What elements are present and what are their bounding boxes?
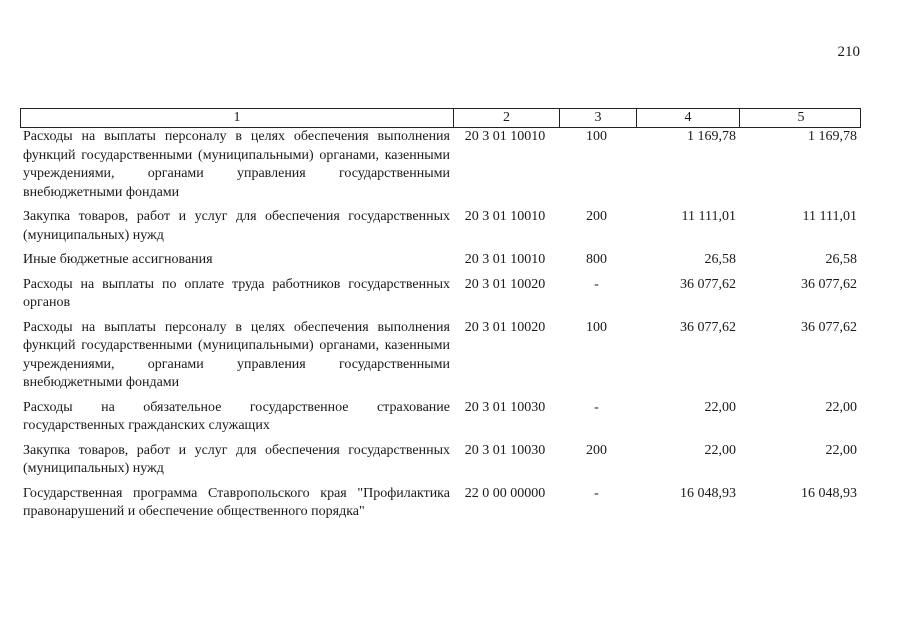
header-col-2: 2 (453, 109, 559, 127)
row-name: Государственная программа Ставропольского края "Профилактика правонарушений и обеспечение общественного порядка" (23, 485, 450, 519)
row-amount-col4: 11 111,01 (681, 209, 736, 224)
header-col-3: 3 (559, 109, 636, 127)
table-row (20, 128, 861, 202)
table-row (20, 442, 861, 479)
row-amount-col5: 36 077,62 (801, 276, 857, 292)
row-code: 20 3 01 10010 (464, 252, 546, 267)
row-amount-col5: 22,00 (825, 442, 857, 458)
table-row (20, 319, 861, 393)
row-name: Расходы на обязательное государственное страхование государственных гражданских служащих (23, 399, 450, 433)
header-col-1: 1 (233, 110, 241, 125)
table-row (20, 208, 861, 245)
row-code: 20 3 01 10030 (464, 399, 546, 415)
row-amount-col4: 26,58 (704, 252, 736, 267)
row-amount-col4: 1 169,78 (687, 129, 736, 144)
row-name: Расходы на выплаты персоналу в целях обеспечения выполнения функций государственными (муниципальными) органами, казенными учреждениями, органами управления государственными внебюджетными фондами (23, 319, 450, 390)
row-name: Расходы на выплаты персоналу в целях обеспечения выполнения функций государственными (муниципальными) органами, казенными учреждениями, органами управления государственными внебюджетными фондами (23, 129, 450, 200)
row-amount-col4: 16 048,93 (680, 485, 736, 501)
table-body (20, 128, 861, 522)
row-amount-col4: 22,00 (704, 442, 736, 458)
row-code: 20 3 01 10020 (464, 319, 546, 335)
row-expense-type: 100 (586, 129, 607, 144)
row-amount-col5: 26,58 (825, 252, 857, 267)
header-col-4: 4 (636, 109, 739, 127)
table-row (20, 251, 861, 270)
row-amount-col5: 11 111,01 (802, 209, 857, 224)
row-amount-col5: 16 048,93 (801, 485, 857, 501)
row-name: Расходы на выплаты по оплате труда работников государственных органов (23, 276, 450, 310)
row-code: 20 3 01 10010 (464, 209, 546, 224)
row-expense-type: 100 (586, 319, 607, 335)
row-code: 20 3 01 10030 (464, 442, 546, 458)
row-expense-type: 200 (586, 442, 607, 458)
row-amount-col4: 36 077,62 (680, 319, 736, 335)
row-code: 20 3 01 10020 (464, 276, 546, 292)
row-expense-type: - (594, 276, 599, 292)
row-amount-col4: 36 077,62 (680, 276, 736, 292)
row-name: Закупка товаров, работ и услуг для обеспечения государственных (муниципальных) нужд (23, 442, 450, 476)
row-amount-col5: 22,00 (825, 399, 857, 415)
row-expense-type: - (594, 485, 599, 501)
table-header-row (20, 108, 861, 128)
row-amount-col5: 36 077,62 (801, 319, 857, 335)
row-amount-col4: 22,00 (704, 399, 736, 415)
row-expense-type: 200 (586, 209, 607, 224)
row-name: Закупка товаров, работ и услуг для обеспечения государственных (муниципальных) нужд (23, 209, 450, 243)
row-expense-type: 800 (586, 252, 607, 267)
table-row (20, 276, 861, 313)
page-number: 210 (837, 44, 860, 60)
row-amount-col5: 1 169,78 (808, 129, 857, 144)
table-row (20, 485, 861, 522)
budget-table (20, 108, 861, 522)
row-expense-type: - (594, 399, 599, 415)
row-name: Иные бюджетные ассигнования (23, 252, 213, 267)
header-col-5: 5 (739, 109, 862, 127)
table-row (20, 399, 861, 436)
row-code: 22 0 00 00000 (464, 485, 546, 501)
row-code: 20 3 01 10010 (464, 129, 546, 144)
